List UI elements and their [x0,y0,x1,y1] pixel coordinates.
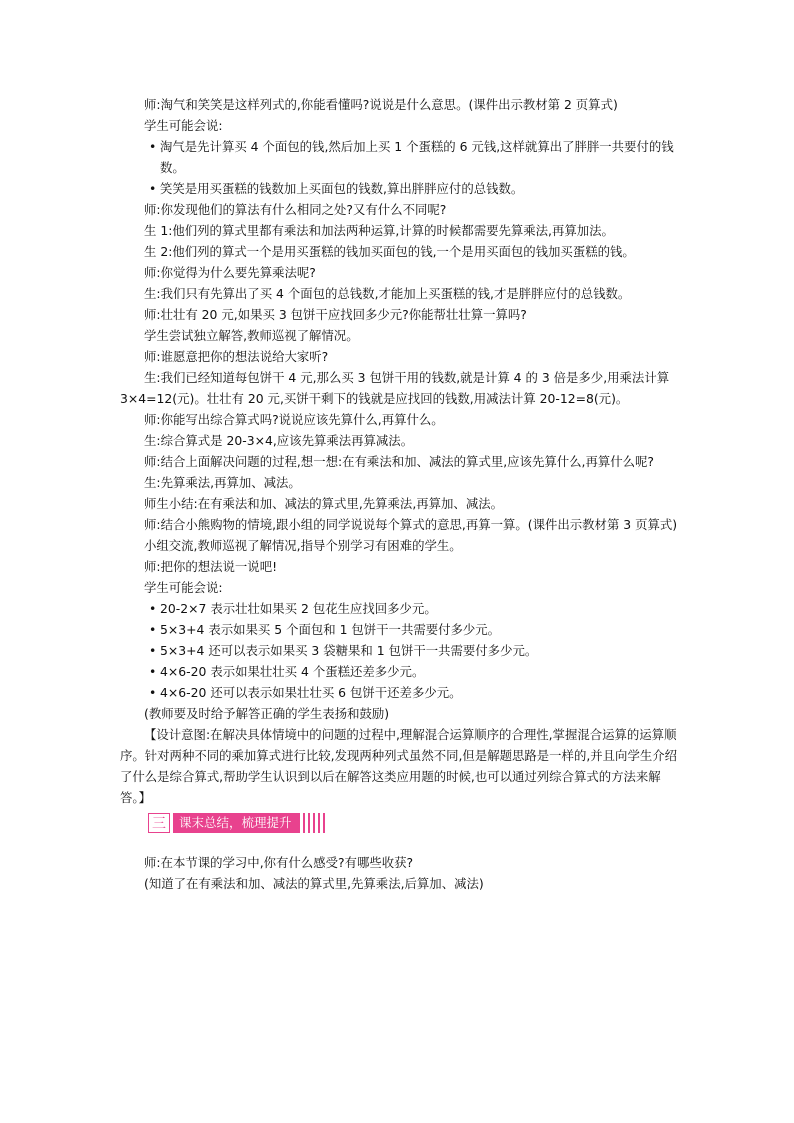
bullet-dot: • [149,622,157,637]
bullet-item [120,619,680,640]
bullet-text: 4×6-20 表示如果壮壮买 4 个蛋糕还差多少元。 [160,664,425,679]
paragraph: 生:我们只有先算出了买 4 个面包的总钱数,才能加上买蛋糕的钱,才是胖胖应付的总钱数。 [144,286,631,301]
paragraph: 师:把你的想法说一说吧! [144,559,278,574]
bullet-item [120,178,680,199]
design-intent-note: 【设计意图:在解决具体情境中的问题的过程中,理解混合运算顺序的合理性,掌握混合运算的运算顺序。针对两种不同的乘加算式进行比较,发现两种列式虽然不同,但是解题思路是一样的,并且向学生介绍了什么是综合算式,帮助学生认识到以后在解答这类应用题的时候,也可以通过列综合算式的方法来解答。】 [120,727,678,805]
paragraph: 师:结合上面解决问题的过程,想一想:在有乘法和加、减法的算式里,应该先算什么,再算什么呢? [144,454,654,469]
bullet-text: 淘气是先计算买 4 个面包的钱,然后加上买 1 个蛋糕的 6 元钱,这样就算出了胖胖一共要付的钱数。 [160,139,674,175]
section-header [148,812,680,834]
paragraph: 生 1:他们列的算式里都有乘法和加法两种运算,计算的时候都需要先算乘法,再算加法。 [144,223,614,238]
paragraph: 生:我们已经知道每包饼干 4 元,那么买 3 包饼干用的钱数,就是计算 4 的 3 倍是多少,用乘法计算 3×4=12(元)。壮壮有 20 元,买饼干剩下的钱就是应找回的钱数,用减法计算 20-12=8(元)。 [120,370,670,406]
bullet-dot: • [149,181,157,196]
paragraph: 师:你发现他们的算法有什么相同之处?又有什么不同呢? [144,202,447,217]
paragraph: 师:壮壮有 20 元,如果买 3 包饼干应找回多少元?你能帮壮壮算一算吗? [144,307,527,322]
bullet-item [120,682,680,703]
bullet-text: 5×3+4 还可以表示如果买 3 袋糖果和 1 包饼干一共需要付多少元。 [160,643,538,658]
paragraph: 师:你觉得为什么要先算乘法呢? [144,265,316,280]
bullet-dot: • [149,139,157,154]
bullet-item [120,598,680,619]
section-decoration [303,813,328,833]
paragraph: 学生可能会说: [144,580,223,595]
bullet-text: 20-2×7 表示壮壮如果买 2 包花生应找回多少元。 [160,601,437,616]
paragraph: 小组交流,教师巡视了解情况,指导个别学习有困难的学生。 [144,538,462,553]
bullet-item [120,640,680,661]
paragraph: (知道了在有乘法和加、减法的算式里,先算乘法,后算加、减法) [144,876,484,891]
document-page [120,94,680,894]
bullet-item [120,661,680,682]
bullet-dot: • [149,601,157,616]
bullet-dot: • [149,643,157,658]
paragraph: 师:谁愿意把你的想法说给大家听? [144,349,329,364]
section-title: 课末总结，梳理提升 [173,813,300,833]
paragraph: 学生可能会说: [144,118,223,133]
paragraph: 师:你能写出综合算式吗?说说应该先算什么,再算什么。 [144,412,444,427]
bullet-dot: • [149,685,157,700]
bullet-text: 4×6-20 还可以表示如果壮壮买 6 包饼干还差多少元。 [160,685,462,700]
paragraph: 师生小结:在有乘法和加、减法的算式里,先算乘法,再算加、减法。 [144,496,503,511]
paragraph: 生:先算乘法,再算加、减法。 [144,475,301,490]
bullet-item [120,136,680,178]
bullet-text: 5×3+4 表示如果买 5 个面包和 1 包饼干一共需要付多少元。 [160,622,501,637]
bullet-text: 笑笑是用买蛋糕的钱数加上买面包的钱数,算出胖胖应付的总钱数。 [160,181,524,196]
paragraph: 师:在本节课的学习中,你有什么感受?有哪些收获? [144,855,414,870]
paragraph: 学生尝试独立解答,教师巡视了解情况。 [144,328,359,343]
paragraph: 生:综合算式是 20-3×4,应该先算乘法再算减法。 [144,433,414,448]
section-number: 三 [148,813,170,833]
paragraph: 师:淘气和笑笑是这样列式的,你能看懂吗?说说是什么意思。(课件出示教材第 2 页算式) [144,97,618,112]
bullet-dot: • [149,664,157,679]
paragraph: (教师要及时给予解答正确的学生表扬和鼓励) [144,706,390,721]
paragraph: 师:结合小熊购物的情境,跟小组的同学说说每个算式的意思,再算一算。(课件出示教材第 3 页算式) [144,517,678,532]
paragraph: 生 2:他们列的算式一个是用买蛋糕的钱加买面包的钱,一个是用买面包的钱加买蛋糕的钱。 [144,244,635,259]
